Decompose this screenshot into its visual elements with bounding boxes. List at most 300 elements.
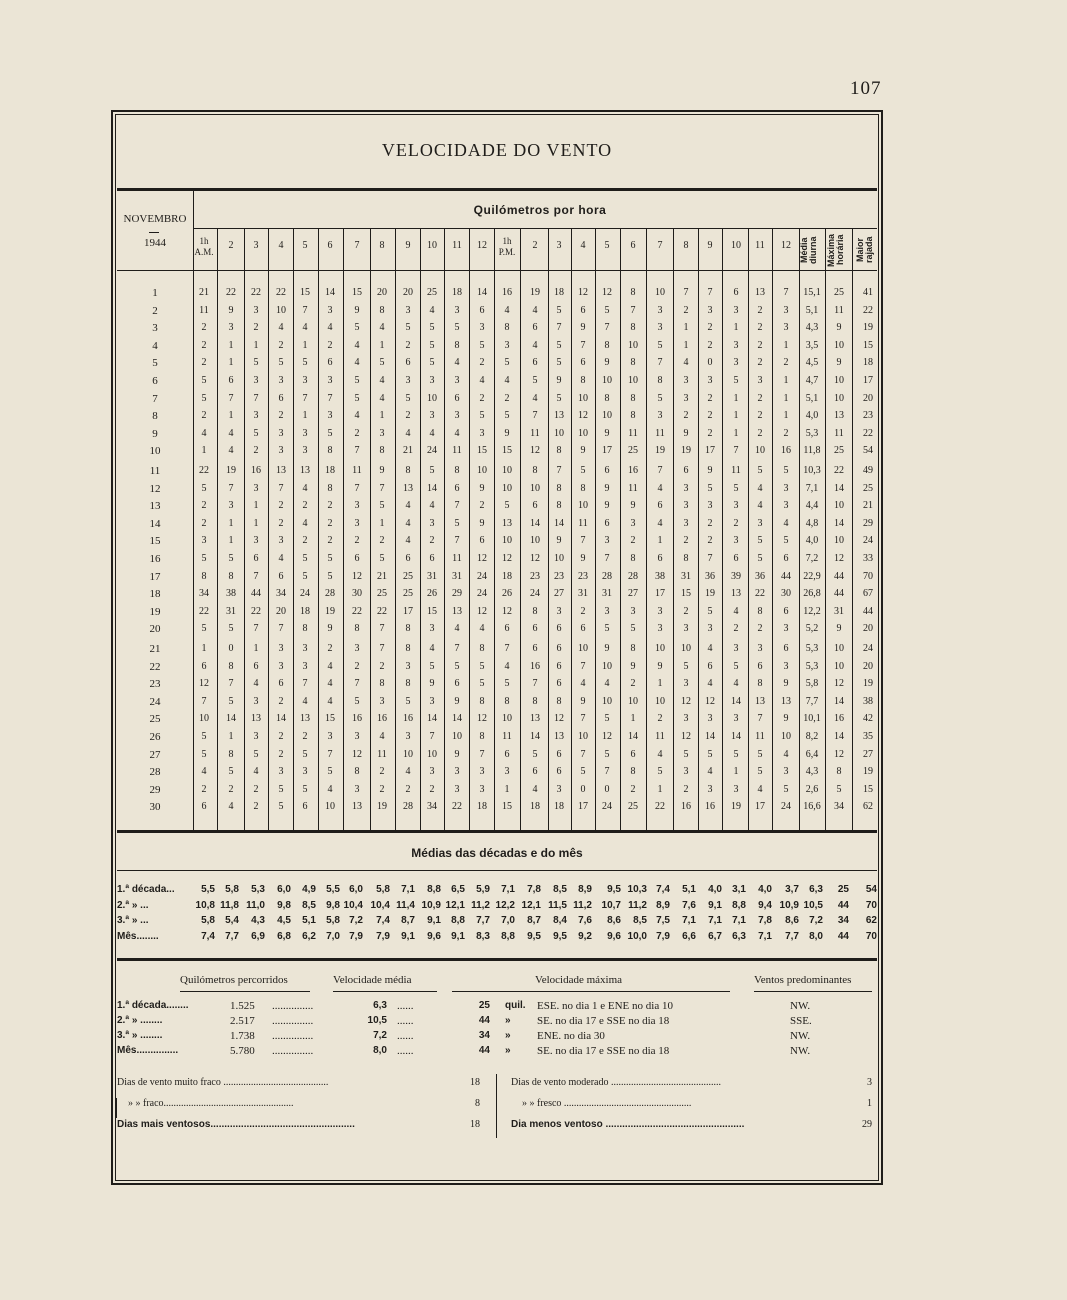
table-cell: 7	[253, 570, 259, 582]
table-cell: 5	[201, 553, 207, 564]
travel-media: 10,5	[367, 1015, 387, 1026]
summary-header-1: Média diurna	[799, 236, 818, 264]
table-cell: 3	[783, 766, 789, 778]
table-cell: 3	[379, 427, 385, 439]
table-cell: 0	[707, 357, 713, 369]
table-cell: 7	[228, 678, 234, 690]
year-label: 1944	[144, 237, 166, 249]
table-cell: 5	[657, 339, 663, 351]
month-dash	[149, 232, 159, 233]
table-cell: 4	[253, 678, 259, 690]
table-cell: 11	[352, 465, 362, 476]
table-cell: 6	[479, 304, 485, 316]
travel-km: 2.517	[230, 1015, 255, 1027]
table-cell: 2	[707, 322, 713, 334]
decade-cell: 8,5	[302, 899, 316, 911]
table-cell: 3	[405, 375, 411, 386]
table-cell: 6	[556, 678, 562, 690]
table-cell: 4	[454, 427, 460, 439]
table-cell: 8	[836, 766, 842, 778]
table-cell: 2	[354, 660, 360, 672]
table-cell: 6	[228, 375, 234, 386]
table-cell: 10	[530, 535, 540, 547]
table-cell: 21	[199, 287, 209, 298]
table-cell: 9	[783, 713, 789, 725]
table-cell: 15	[477, 445, 487, 457]
table-cell: 54	[863, 445, 873, 457]
table-cell: 27	[863, 748, 873, 760]
table-cell: 22	[199, 605, 209, 617]
table-cell: 4,4	[805, 500, 819, 512]
table-cell: 11	[578, 517, 588, 529]
table-cell: 16	[530, 660, 540, 672]
travel-desc: SE. no dia 17 e SSE no dia 18	[537, 1045, 670, 1057]
table-cell: 1	[657, 783, 663, 795]
table-cell: 5	[580, 766, 586, 778]
table-cell: 10	[781, 731, 791, 742]
table-cell: 10	[602, 410, 612, 422]
table-cell: 2	[278, 410, 284, 422]
table-cell: 10	[628, 695, 638, 707]
table-cell: 5	[302, 357, 308, 369]
table-cell: 23	[578, 570, 588, 582]
table-cell: 22	[251, 287, 261, 298]
hour-header-1: 1h A.M.	[194, 236, 214, 257]
travel-desc: ESE. no dia 1 e ENE no dia 10	[537, 1000, 673, 1012]
table-cell: 23	[554, 570, 564, 582]
decade-cell: 8,5	[633, 915, 647, 926]
table-cell: 8	[201, 570, 207, 582]
table-cell: 34	[276, 588, 286, 600]
table-cell: 5	[228, 553, 234, 564]
table-cell: 8	[504, 322, 510, 334]
table-cell: 22	[863, 427, 873, 439]
table-cell: 2	[630, 783, 636, 795]
decade-cell: 12,2	[495, 899, 515, 911]
hour-header-13: 1h P.M.	[498, 236, 516, 257]
table-cell: 8	[657, 375, 663, 386]
table-cell: 7	[201, 695, 207, 707]
table-cell: 18	[477, 801, 487, 813]
table-cell: 3	[683, 713, 689, 725]
table-cell: 4	[580, 678, 586, 690]
table-cell: 5	[733, 375, 739, 386]
table-cell: 7	[327, 392, 333, 404]
table-cell: 7	[228, 482, 234, 494]
table-cell: 5	[354, 375, 360, 386]
table-cell: 3	[630, 605, 636, 617]
table-cell: 20	[863, 660, 873, 672]
table-cell: 17	[403, 605, 413, 617]
table-cell: 6	[405, 553, 411, 564]
table-cell: 4	[278, 322, 284, 334]
decade-cell: 7,7	[225, 930, 239, 942]
table-cell: 19	[530, 287, 540, 298]
table-cell: 1	[228, 731, 234, 742]
table-cell: 2	[733, 517, 739, 529]
table-cell: 16	[403, 713, 413, 725]
table-cell: 2	[757, 357, 763, 369]
table-cell: 10	[578, 392, 588, 404]
table-cell: 9	[604, 643, 610, 654]
table-cell: 4	[532, 304, 538, 316]
table-cell: 13	[403, 482, 413, 494]
table-cell: 9	[580, 695, 586, 707]
table-cell: 2	[429, 535, 435, 547]
table-cell: 49	[863, 465, 873, 476]
table-cell: 44	[834, 570, 844, 582]
table-cell: 2	[757, 339, 763, 351]
table-cell: 15	[352, 287, 362, 298]
table-cell: 11	[377, 748, 387, 760]
table-cell: 5	[201, 748, 207, 760]
decade-label: 1.ª década...	[117, 884, 175, 895]
day-cell: 3	[152, 322, 158, 335]
table-cell: 4	[532, 339, 538, 351]
table-cell: 8	[630, 287, 636, 298]
table-cell: 10	[681, 643, 691, 654]
table-cell: 6,4	[805, 748, 819, 760]
table-cell: 3	[253, 535, 259, 547]
unit-header: Quilómetros por hora	[473, 203, 607, 217]
travel-unit: quil.	[505, 1000, 526, 1011]
table-cell: 9	[604, 427, 610, 439]
table-cell: 4	[405, 517, 411, 529]
table-cell: 19	[226, 465, 236, 476]
table-cell: 5	[327, 570, 333, 582]
table-cell: 10	[276, 304, 286, 316]
decade-cell: 10,9	[421, 899, 441, 911]
table-cell: 12	[602, 287, 612, 298]
table-cell: 11	[655, 731, 665, 742]
table-cell: 13	[530, 713, 540, 725]
day-cell: 4	[152, 339, 158, 352]
table-cell: 3	[733, 535, 739, 547]
table-cell: 8	[405, 678, 411, 690]
decade-cell: 4,9	[302, 884, 316, 895]
table-cell: 22	[863, 304, 873, 316]
decade-cell: 5,1	[302, 915, 316, 926]
table-cell: 9	[379, 465, 385, 476]
table-cell: 19	[863, 322, 873, 334]
table-cell: 11	[628, 427, 638, 439]
table-cell: 7	[657, 465, 663, 476]
table-cell: 8	[532, 605, 538, 617]
table-cell: 10	[502, 535, 512, 547]
table-cell: 1	[253, 339, 259, 351]
table-cell: 5	[479, 339, 485, 351]
table-cell: 13	[352, 801, 362, 813]
table-cell: 5	[532, 375, 538, 386]
table-cell: 5,3	[805, 427, 819, 439]
table-cell: 4	[454, 357, 460, 369]
table-cell: 7	[302, 392, 308, 404]
day-cell: 27	[149, 748, 161, 761]
table-cell: 5,2	[805, 623, 819, 635]
table-cell: 7,1	[805, 482, 819, 494]
table-cell: 6	[278, 392, 284, 404]
decade-cell: 5,5	[201, 884, 215, 895]
table-cell: 7	[379, 623, 385, 635]
day-cell: 14	[149, 517, 161, 530]
table-cell: 9	[630, 500, 636, 512]
decade-cell: 7,4	[656, 884, 670, 895]
table-cell: 15	[502, 445, 512, 457]
table-cell: 7	[302, 304, 308, 316]
table-cell: 3	[604, 605, 610, 617]
decade-cell: 8,6	[607, 915, 621, 926]
table-cell: 4	[405, 535, 411, 547]
table-cell: 4	[302, 322, 308, 334]
travel-media: 7,2	[373, 1030, 387, 1041]
table-cell: 2	[327, 643, 333, 654]
table-cell: 11	[452, 553, 462, 564]
table-cell: 26	[427, 588, 437, 600]
table-cell: 16	[377, 713, 387, 725]
table-cell: 8	[630, 553, 636, 564]
table-cell: 23	[530, 570, 540, 582]
table-cell: 5	[379, 357, 385, 369]
table-cell: 22	[377, 605, 387, 617]
table-cell: 4	[504, 304, 510, 316]
table-cell: 18	[863, 357, 873, 369]
table-cell: 10	[578, 427, 588, 439]
table-cell: 20	[863, 623, 873, 635]
travel-max: 44	[478, 1045, 490, 1056]
table-cell: 4	[454, 623, 460, 635]
table-cell: 6	[253, 660, 259, 672]
table-cell: 34	[427, 801, 437, 813]
table-cell: 18	[530, 801, 540, 813]
table-cell: 33	[863, 553, 873, 564]
table-cell: 10,1	[803, 713, 821, 725]
table-cell: 9	[228, 304, 234, 316]
table-cell: 5	[783, 783, 789, 795]
table-cell: 9	[454, 695, 460, 707]
table-cell: 10	[834, 500, 844, 512]
table-cell: 12	[578, 410, 588, 422]
table-cell: 9	[556, 535, 562, 547]
table-cell: 5	[379, 500, 385, 512]
table-cell: 5	[504, 678, 510, 690]
table-cell: 28	[628, 570, 638, 582]
decade-cell: 9,8	[277, 899, 291, 911]
decade-cell: 7,9	[656, 930, 670, 942]
table-cell: 12,2	[803, 605, 821, 617]
table-cell: 3	[733, 643, 739, 654]
decade-cell: 5,1	[682, 884, 696, 895]
table-cell: 9	[657, 660, 663, 672]
table-cell: 7	[479, 748, 485, 760]
table-cell: 19	[731, 801, 741, 813]
table-cell: 3	[354, 517, 360, 529]
table-cell: 2	[379, 783, 385, 795]
table-cell: 8	[630, 392, 636, 404]
table-cell: 6	[201, 660, 207, 672]
table-cell: 8	[630, 322, 636, 334]
decade-cell: 8,9	[578, 884, 592, 895]
table-cell: 8	[504, 695, 510, 707]
table-cell: 1	[379, 410, 385, 422]
table-cell: 36	[705, 570, 715, 582]
table-cell: 3	[454, 410, 460, 422]
decade-cell: 6,7	[708, 930, 722, 942]
table-cell: 1	[302, 410, 308, 422]
table-cell: 6	[454, 482, 460, 494]
table-cell: 4	[733, 605, 739, 617]
table-cell: 19	[655, 445, 665, 457]
table-cell: 25	[403, 588, 413, 600]
table-cell: 3	[733, 304, 739, 316]
table-cell: 2	[429, 783, 435, 795]
day-cell: 20	[149, 623, 161, 636]
table-cell: 3	[683, 766, 689, 778]
km-header: Quilómetros percorridos	[180, 974, 288, 986]
table-cell: 2	[479, 392, 485, 404]
table-cell: 12	[705, 695, 715, 707]
decade-cell: 5,8	[326, 915, 340, 926]
hour-header-24: 12	[781, 240, 791, 251]
table-cell: 17	[578, 801, 588, 813]
table-cell: 13	[251, 713, 261, 725]
table-cell: 3	[302, 375, 308, 386]
table-cell: 5	[757, 535, 763, 547]
decade-cell: 6,2	[302, 930, 316, 942]
decade-cell: 9,5	[553, 930, 567, 942]
table-cell: 6	[556, 643, 562, 654]
table-cell: 12	[530, 445, 540, 457]
table-cell: 14	[628, 731, 638, 742]
table-cell: 2	[757, 410, 763, 422]
table-cell: 8	[228, 748, 234, 760]
table-cell: 9	[504, 427, 510, 439]
table-cell: 34	[199, 588, 209, 600]
table-cell: 2	[201, 783, 207, 795]
table-cell: 4,8	[805, 517, 819, 529]
table-cell: 3	[429, 410, 435, 422]
table-cell: 31	[602, 588, 612, 600]
table-cell: 5	[327, 553, 333, 564]
table-cell: 25	[403, 570, 413, 582]
table-cell: 7	[278, 482, 284, 494]
table-cell: 3	[454, 375, 460, 386]
table-cell: 7	[630, 304, 636, 316]
hour-header-3: 3	[253, 240, 259, 251]
decade-cell: 9,1	[427, 915, 441, 926]
table-cell: 6	[532, 500, 538, 512]
decade-cell: 8,4	[553, 915, 567, 926]
table-cell: 1	[201, 445, 207, 457]
table-cell: 9	[580, 445, 586, 457]
decade-cell: 9,6	[607, 930, 621, 942]
table-cell: 4	[327, 322, 333, 334]
header-brace	[333, 991, 437, 992]
decade-cell: 10,3	[627, 884, 647, 895]
table-cell: 10	[755, 445, 765, 457]
table-cell: 10	[834, 643, 844, 654]
table-cell: 17	[755, 801, 765, 813]
table-cell: 3	[454, 766, 460, 778]
page-title: VELOCIDADE DO VENTO	[381, 140, 613, 160]
table-cell: 3	[253, 375, 259, 386]
hour-header-17: 5	[604, 240, 610, 251]
table-cell: 3	[657, 322, 663, 334]
table-cell: 3	[707, 304, 713, 316]
table-cell: 3	[604, 535, 610, 547]
table-cell: 24	[602, 801, 612, 813]
table-cell: 3	[479, 783, 485, 795]
table-cell: 13	[731, 588, 741, 600]
day-cell: 29	[149, 783, 161, 796]
table-cell: 34	[834, 801, 844, 813]
table-cell: 1	[228, 339, 234, 351]
decade-cell: 11,4	[396, 899, 415, 911]
table-cell: 25	[628, 801, 638, 813]
table-cell: 3	[429, 695, 435, 707]
table-cell: 7	[580, 748, 586, 760]
table-cell: 8	[405, 465, 411, 476]
decade-cell: 11,2	[628, 899, 647, 911]
table-cell: 1	[253, 643, 259, 654]
table-cell: 16	[834, 713, 844, 725]
hour-header-12: 12	[477, 240, 487, 251]
table-cell: 6	[783, 643, 789, 654]
table-cell: 3	[657, 605, 663, 617]
table-cell: 3	[479, 427, 485, 439]
table-cell: 4	[707, 678, 713, 690]
table-cell: 5	[556, 339, 562, 351]
table-cell: 3	[683, 375, 689, 386]
table-cell: 9	[479, 482, 485, 494]
table-cell: 7	[379, 482, 385, 494]
day-cell: 12	[149, 482, 161, 495]
table-cell: 4	[429, 304, 435, 316]
table-cell: 3	[228, 500, 234, 512]
table-cell: 14	[427, 482, 437, 494]
table-cell: 11	[530, 427, 540, 439]
table-cell: 12	[352, 748, 362, 760]
table-cell: 27	[554, 588, 564, 600]
table-cell: 5	[556, 392, 562, 404]
table-cell: 7,7	[805, 695, 819, 707]
table-cell: 8	[630, 766, 636, 778]
table-cell: 12	[477, 713, 487, 725]
table-cell: 2	[405, 339, 411, 351]
table-cell: 3	[354, 783, 360, 795]
table-cell: 4	[379, 392, 385, 404]
table-cell: 6	[278, 678, 284, 690]
table-cell: 5	[201, 482, 207, 494]
decade-cell: 9,1	[401, 930, 415, 942]
table-cell: 6	[580, 357, 586, 369]
table-cell: 6	[733, 287, 739, 298]
decade-cell: 8,7	[401, 915, 415, 926]
hour-header-23: 11	[755, 240, 765, 251]
table-cell: 5,3	[805, 643, 819, 654]
table-cell: 20	[403, 287, 413, 298]
rule-decade-bottom	[117, 958, 877, 961]
table-cell: 5,8	[805, 678, 819, 690]
day-cell: 10	[149, 445, 161, 458]
hour-header-19: 7	[657, 240, 663, 251]
table-cell: 5	[278, 783, 284, 795]
table-cell: 2	[327, 517, 333, 529]
table-cell: 10	[199, 713, 209, 725]
table-cell: 5	[429, 660, 435, 672]
table-cell: 3	[707, 375, 713, 386]
travel-dots: ......	[397, 1015, 414, 1027]
table-cell: 24	[427, 445, 437, 457]
